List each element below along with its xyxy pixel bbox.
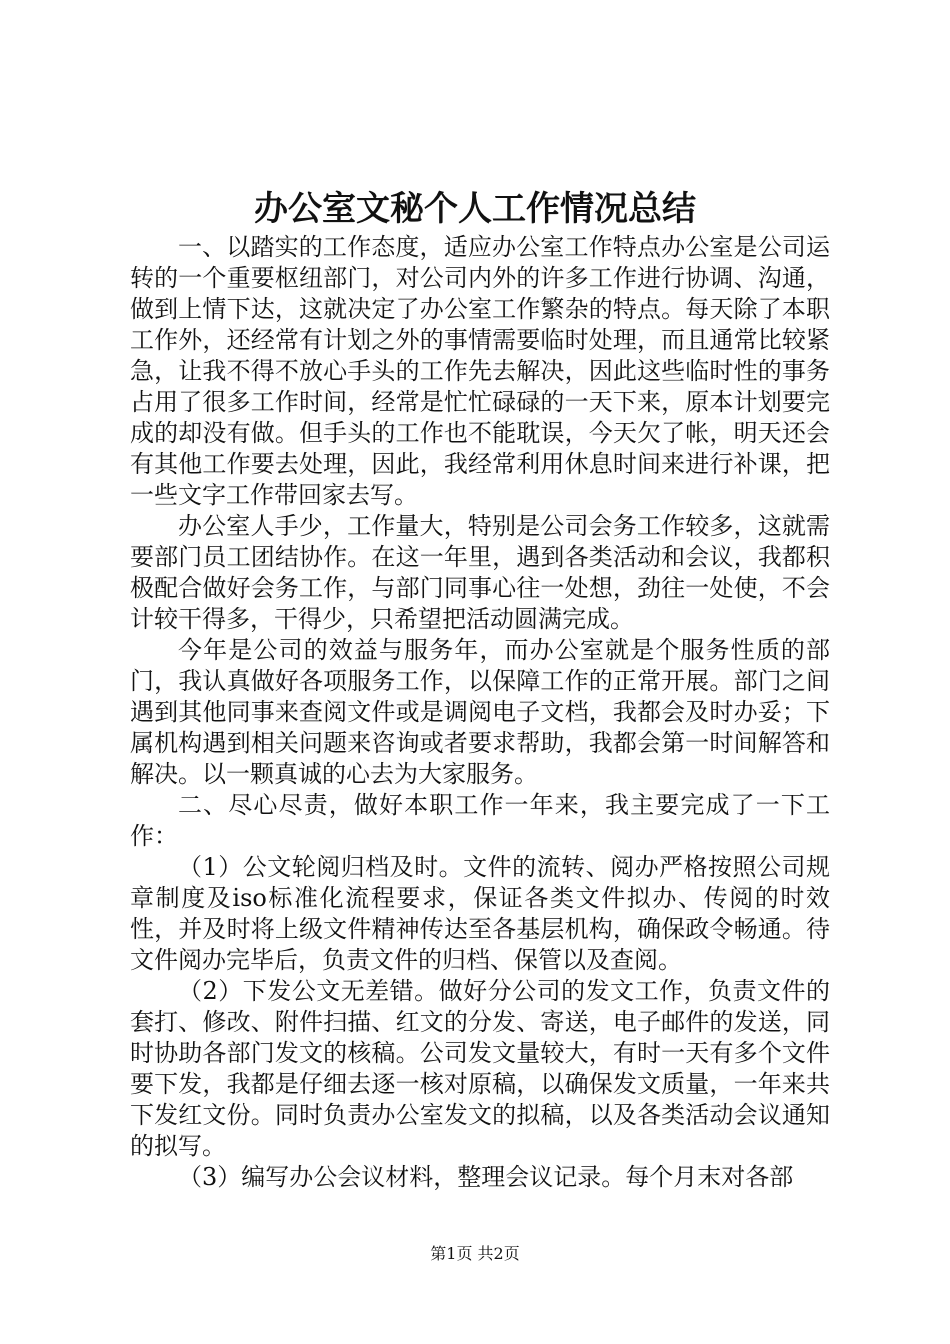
document-body — [130, 232, 830, 1193]
paragraph-item-1: （1）公文轮阅归档及时。文件的流转、阅办严格按照公司规章制度及iso标准化流程要求，保证各类文件拟办、传阅的时效性，并及时将上级文件精神传达至各基层机构，确保政令畅通。待文件阅办完毕后，负责文件的归档、保管以及查阅。 — [130, 853, 830, 974]
paragraph-item-3: （3）编写办公会议材料，整理会议记录。每个月末对各部 — [178, 1163, 794, 1191]
paragraph-item-2: （2）下发公文无差错。做好分公司的发文工作，负责文件的套打、修改、附件扫描、红文的分发、寄送，电子邮件的发送，同时协助各部门发文的核稿。公司发文量较大，有时一天有多个文件要下发，我都是仔细去逐一核对原稿，以确保发文质量，一年来共下发红文份。同时负责办公室发文的拟稿，以及各类活动会议通知的拟写。 — [130, 977, 830, 1160]
paragraph-service: 今年是公司的效益与服务年，而办公室就是个服务性质的部门，我认真做好各项服务工作，以保障工作的正常开展。部门之间遇到其他同事来查阅文件或是调阅电子文档，我都会及时办妥；下属机构遇到相关问题来咨询或者要求帮助，我都会第一时间解答和解决。以一颗真诚的心去为大家服务。 — [130, 636, 830, 788]
paragraph-attitude: 一、以踏实的工作态度，适应办公室工作特点办公室是公司运转的一个重要枢纽部门，对公司内外的许多工作进行协调、沟通，做到上情下达，这就决定了办公室工作繁杂的特点。每天除了本职工作外，还经常有计划之外的事情需要临时处理，而且通常比较紧急，让我不得不放心手头的工作先去解决，因此这些临时性的事务占用了很多工作时间，经常是忙忙碌碌的一天下来，原本计划要完成的却没有做。但手头的工作也不能耽误，今天欠了帐，明天还会有其他工作要去处理，因此，我经常利用休息时间来进行补课，把一些文字工作带回家去写。 — [130, 233, 830, 509]
paragraph-duties-heading: 二、尽心尽责，做好本职工作一年来，我主要完成了一下工作： — [130, 791, 830, 850]
document-title: 办公室文秘个人工作情况总结 — [254, 189, 696, 229]
page-footer: 第1页 共2页 — [430, 1244, 520, 1263]
paragraph-teamwork: 办公室人手少，工作量大，特别是公司会务工作较多，这就需要部门员工团结协作。在这一年里，遇到各类活动和会议，我都积极配合做好会务工作，与部门同事心往一处想，劲往一处使，不会计较干得多，干得少，只希望把活动圆满完成。 — [130, 512, 830, 633]
